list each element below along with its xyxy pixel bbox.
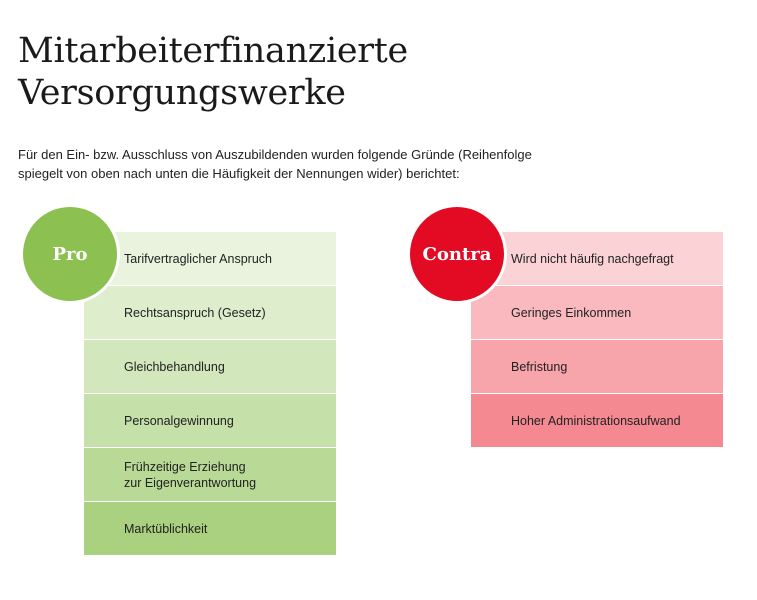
pro-item-line: zur Eigenverantwortung [124, 475, 257, 490]
contra-badge [407, 204, 507, 304]
contra-item [471, 232, 723, 286]
pro-item-line: Gleichbehandlung [124, 359, 225, 374]
pro-badge [20, 204, 120, 304]
pro-item [84, 502, 336, 556]
contra-item [471, 286, 723, 340]
title-line: Mitarbeiterfinanzierte [18, 31, 408, 71]
pro-item [84, 448, 336, 502]
contra-item [471, 394, 723, 448]
pro-item-line: Tarifvertraglicher Anspruch [124, 251, 272, 266]
pro-item [84, 232, 336, 286]
pro-item-label [124, 413, 234, 429]
contra-item-label [511, 413, 681, 429]
contra-item-line: Hoher Administrationsaufwand [511, 413, 681, 428]
pro-item-label [124, 521, 207, 537]
pro-item-label [124, 359, 225, 375]
contra-item-line: Befristung [511, 359, 568, 374]
page-title [18, 30, 408, 114]
contra-badge-label: Contra [422, 243, 492, 265]
contra-list [471, 232, 723, 448]
contra-item [471, 340, 723, 394]
intro-line: spiegelt von oben nach unten die Häufigkeit der Nennungen wider) berichtet: [18, 166, 460, 181]
pro-item-label [124, 459, 256, 491]
pro-item-line: Frühzeitige Erziehung [124, 459, 246, 474]
pro-item [84, 394, 336, 448]
contra-item-label [511, 251, 674, 267]
intro-text [18, 145, 578, 183]
pro-item [84, 340, 336, 394]
pro-item-label [124, 305, 266, 321]
contra-item-line: Geringes Einkommen [511, 305, 632, 320]
pro-item-line: Marktüblichkeit [124, 521, 208, 536]
pro-item-line: Rechtsanspruch (Gesetz) [124, 305, 266, 320]
pro-item-label [124, 251, 272, 267]
pro-item [84, 286, 336, 340]
contra-item-label [511, 359, 567, 375]
title-line: Versorgungswerke [18, 73, 346, 113]
contra-item-label [511, 305, 631, 321]
pro-item-line: Personalgewinnung [124, 413, 234, 428]
contra-item-line: Wird nicht häufig nachgefragt [511, 251, 674, 266]
pro-badge-label: Pro [52, 243, 88, 265]
pro-list [84, 232, 336, 556]
intro-line: Für den Ein- bzw. Ausschluss von Auszubildenden wurden folgende Gründe (Reihenfolge [18, 147, 532, 162]
